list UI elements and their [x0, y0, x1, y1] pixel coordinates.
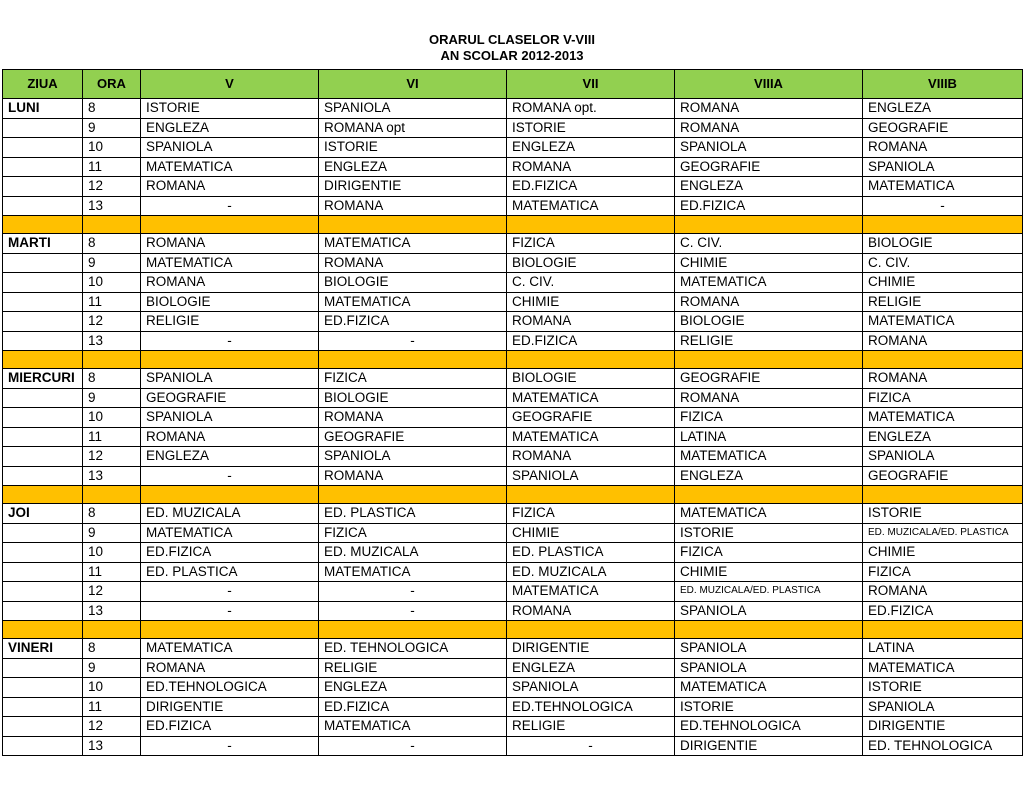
- subject-cell: ISTORIE: [319, 138, 507, 158]
- header-row: [3, 70, 1023, 99]
- subject-cell: ENGLEZA: [319, 678, 507, 698]
- subject-cell: DIRIGENTIE: [507, 639, 675, 659]
- subject-cell: RELIGIE: [507, 717, 675, 737]
- separator-cell: [141, 216, 319, 234]
- hour-cell: 9: [83, 658, 141, 678]
- day-cell: [3, 118, 83, 138]
- separator-cell: [3, 486, 83, 504]
- subject-cell: ED. MUZICALA/ED. PLASTICA: [675, 582, 863, 602]
- subject-cell: ED.FIZICA: [675, 196, 863, 216]
- hour-cell: 13: [83, 601, 141, 621]
- separator-cell: [863, 486, 1023, 504]
- header-viiib: VIIIB: [863, 70, 1023, 99]
- subject-cell: MATEMATICA: [141, 253, 319, 273]
- table-row: [3, 99, 1023, 119]
- table-row: [3, 697, 1023, 717]
- table-row: [3, 234, 1023, 254]
- subject-cell: ED.FIZICA: [319, 312, 507, 332]
- header-ziua: ZIUA: [3, 70, 83, 99]
- subject-cell: MATEMATICA: [141, 523, 319, 543]
- table-row: [3, 253, 1023, 273]
- subject-cell: ROMANA: [863, 369, 1023, 389]
- subject-cell: BIOLOGIE: [675, 312, 863, 332]
- subject-cell: MATEMATICA: [141, 157, 319, 177]
- subject-cell: RELIGIE: [863, 292, 1023, 312]
- subject-cell: ROMANA: [141, 658, 319, 678]
- subject-cell: MATEMATICA: [863, 312, 1023, 332]
- table-row: [3, 447, 1023, 467]
- subject-cell: FIZICA: [863, 388, 1023, 408]
- hour-cell: 13: [83, 196, 141, 216]
- subject-cell: MATEMATICA: [507, 427, 675, 447]
- subject-cell: DIRIGENTIE: [863, 717, 1023, 737]
- table-row: [3, 369, 1023, 389]
- separator-cell: [319, 621, 507, 639]
- separator-cell: [83, 216, 141, 234]
- table-row: [3, 118, 1023, 138]
- separator-cell: [507, 216, 675, 234]
- subject-cell: FIZICA: [319, 523, 507, 543]
- subject-cell: ROMANA: [141, 234, 319, 254]
- subject-cell: SPANIOLA: [863, 157, 1023, 177]
- subject-cell: CHIMIE: [507, 292, 675, 312]
- hour-cell: 13: [83, 466, 141, 486]
- day-separator-row: [3, 486, 1023, 504]
- separator-cell: [83, 621, 141, 639]
- subject-cell: MATEMATICA: [675, 447, 863, 467]
- separator-cell: [675, 351, 863, 369]
- subject-cell: MATEMATICA: [863, 177, 1023, 197]
- subject-cell: MATEMATICA: [319, 234, 507, 254]
- day-cell: MARTI: [3, 234, 83, 254]
- day-cell: [3, 447, 83, 467]
- hour-cell: 8: [83, 369, 141, 389]
- day-separator-row: [3, 216, 1023, 234]
- subject-cell: LATINA: [863, 639, 1023, 659]
- subject-cell: CHIMIE: [863, 273, 1023, 293]
- day-cell: [3, 388, 83, 408]
- separator-cell: [863, 216, 1023, 234]
- subject-cell: BIOLOGIE: [319, 388, 507, 408]
- subject-cell: ENGLEZA: [141, 118, 319, 138]
- subject-cell: BIOLOGIE: [319, 273, 507, 293]
- subject-cell: SPANIOLA: [863, 447, 1023, 467]
- subject-cell: ED.FIZICA: [507, 331, 675, 351]
- day-cell: [3, 601, 83, 621]
- subject-cell: SPANIOLA: [675, 601, 863, 621]
- subject-cell: ED. TEHNOLOGICA: [863, 736, 1023, 756]
- subject-cell: ED.TEHNOLOGICA: [675, 717, 863, 737]
- subject-cell: -: [141, 582, 319, 602]
- subject-cell: ISTORIE: [863, 504, 1023, 524]
- subject-cell: SPANIOLA: [507, 466, 675, 486]
- subject-cell: MATEMATICA: [675, 678, 863, 698]
- day-cell: [3, 562, 83, 582]
- subject-cell: CHIMIE: [675, 562, 863, 582]
- subject-cell: RELIGIE: [141, 312, 319, 332]
- day-cell: [3, 253, 83, 273]
- subject-cell: -: [141, 331, 319, 351]
- schedule-table: [2, 69, 1023, 756]
- hour-cell: 8: [83, 99, 141, 119]
- day-cell: [3, 157, 83, 177]
- hour-cell: 12: [83, 447, 141, 467]
- table-row: [3, 273, 1023, 293]
- subject-cell: CHIMIE: [863, 543, 1023, 563]
- subject-cell: C. CIV.: [863, 253, 1023, 273]
- subject-cell: SPANIOLA: [675, 639, 863, 659]
- subject-cell: ROMANA: [863, 138, 1023, 158]
- subject-cell: SPANIOLA: [141, 369, 319, 389]
- subject-cell: BIOLOGIE: [507, 369, 675, 389]
- subject-cell: ED. PLASTICA: [507, 543, 675, 563]
- table-row: [3, 639, 1023, 659]
- subject-cell: SPANIOLA: [319, 447, 507, 467]
- subject-cell: ED. TEHNOLOGICA: [319, 639, 507, 659]
- subject-cell: MATEMATICA: [863, 658, 1023, 678]
- subject-cell: MATEMATICA: [319, 292, 507, 312]
- subject-cell: ED.FIZICA: [319, 697, 507, 717]
- subject-cell: ED. MUZICALA: [507, 562, 675, 582]
- table-row: [3, 408, 1023, 428]
- header-vii: VII: [507, 70, 675, 99]
- table-row: [3, 717, 1023, 737]
- day-cell: JOI: [3, 504, 83, 524]
- subject-cell: GEOGRAFIE: [675, 369, 863, 389]
- subject-cell: MATEMATICA: [507, 388, 675, 408]
- subject-cell: ROMANA opt.: [507, 99, 675, 119]
- subject-cell: ED.FIZICA: [863, 601, 1023, 621]
- table-row: [3, 388, 1023, 408]
- subject-cell: ROMANA: [319, 466, 507, 486]
- subject-cell: ROMANA: [507, 312, 675, 332]
- subject-cell: ROMANA: [319, 408, 507, 428]
- table-row: [3, 177, 1023, 197]
- hour-cell: 9: [83, 388, 141, 408]
- subject-cell: ED. MUZICALA: [319, 543, 507, 563]
- separator-cell: [507, 351, 675, 369]
- separator-cell: [141, 486, 319, 504]
- hour-cell: 11: [83, 292, 141, 312]
- subject-cell: MATEMATICA: [675, 273, 863, 293]
- day-cell: [3, 582, 83, 602]
- hour-cell: 11: [83, 697, 141, 717]
- subject-cell: MATEMATICA: [319, 717, 507, 737]
- subject-cell: RELIGIE: [675, 331, 863, 351]
- separator-cell: [507, 486, 675, 504]
- table-row: [3, 543, 1023, 563]
- subject-cell: MATEMATICA: [863, 408, 1023, 428]
- hour-cell: 12: [83, 177, 141, 197]
- table-row: [3, 292, 1023, 312]
- hour-cell: 8: [83, 234, 141, 254]
- subject-cell: -: [863, 196, 1023, 216]
- header-v: V: [141, 70, 319, 99]
- subject-cell: ROMANA: [507, 447, 675, 467]
- subject-cell: ROMANA: [675, 118, 863, 138]
- separator-cell: [3, 351, 83, 369]
- subject-cell: SPANIOLA: [141, 138, 319, 158]
- subject-cell: FIZICA: [675, 543, 863, 563]
- subject-cell: ROMANA: [675, 292, 863, 312]
- subject-cell: ROMANA: [319, 253, 507, 273]
- subject-cell: GEOGRAFIE: [507, 408, 675, 428]
- day-cell: [3, 523, 83, 543]
- hour-cell: 11: [83, 427, 141, 447]
- subject-cell: SPANIOLA: [675, 658, 863, 678]
- subject-cell: GEOGRAFIE: [675, 157, 863, 177]
- subject-cell: ED.FIZICA: [141, 543, 319, 563]
- separator-cell: [863, 621, 1023, 639]
- subject-cell: -: [319, 582, 507, 602]
- subject-cell: -: [507, 736, 675, 756]
- subject-cell: ED.FIZICA: [141, 717, 319, 737]
- subject-cell: BIOLOGIE: [141, 292, 319, 312]
- subject-cell: ED. PLASTICA: [141, 562, 319, 582]
- subject-cell: -: [141, 196, 319, 216]
- day-cell: [3, 273, 83, 293]
- hour-cell: 11: [83, 562, 141, 582]
- table-row: [3, 427, 1023, 447]
- subject-cell: GEOGRAFIE: [319, 427, 507, 447]
- hour-cell: 10: [83, 678, 141, 698]
- separator-cell: [3, 621, 83, 639]
- table-row: [3, 331, 1023, 351]
- subject-cell: ENGLEZA: [863, 99, 1023, 119]
- hour-cell: 10: [83, 408, 141, 428]
- table-row: [3, 504, 1023, 524]
- subject-cell: GEOGRAFIE: [863, 466, 1023, 486]
- subject-cell: DIRIGENTIE: [141, 697, 319, 717]
- day-cell: [3, 312, 83, 332]
- table-row: [3, 466, 1023, 486]
- subject-cell: BIOLOGIE: [863, 234, 1023, 254]
- separator-cell: [83, 351, 141, 369]
- day-cell: [3, 138, 83, 158]
- day-cell: [3, 658, 83, 678]
- day-separator-row: [3, 621, 1023, 639]
- subject-cell: ISTORIE: [507, 118, 675, 138]
- day-cell: [3, 678, 83, 698]
- subject-cell: ISTORIE: [141, 99, 319, 119]
- subject-cell: -: [141, 466, 319, 486]
- schedule-body: [3, 99, 1023, 756]
- hour-cell: 12: [83, 582, 141, 602]
- subject-cell: -: [141, 736, 319, 756]
- subject-cell: ROMANA: [507, 157, 675, 177]
- table-row: [3, 658, 1023, 678]
- subject-cell: ROMANA: [319, 196, 507, 216]
- subject-cell: ENGLEZA: [507, 658, 675, 678]
- separator-cell: [863, 351, 1023, 369]
- separator-cell: [675, 216, 863, 234]
- day-cell: [3, 736, 83, 756]
- separator-cell: [141, 351, 319, 369]
- subject-cell: ED. MUZICALA: [141, 504, 319, 524]
- subject-cell: FIZICA: [319, 369, 507, 389]
- subject-cell: GEOGRAFIE: [141, 388, 319, 408]
- separator-cell: [675, 621, 863, 639]
- subject-cell: ED.TEHNOLOGICA: [141, 678, 319, 698]
- table-row: [3, 562, 1023, 582]
- hour-cell: 9: [83, 253, 141, 273]
- subject-cell: ED. PLASTICA: [319, 504, 507, 524]
- subject-cell: ROMANA: [507, 601, 675, 621]
- hour-cell: 13: [83, 331, 141, 351]
- title-line-2: AN SCOLAR 2012-2013: [440, 48, 584, 63]
- subject-cell: ROMANA: [675, 99, 863, 119]
- day-cell: MIERCURI: [3, 369, 83, 389]
- subject-cell: ROMANA: [863, 582, 1023, 602]
- subject-cell: SPANIOLA: [675, 138, 863, 158]
- subject-cell: ISTORIE: [675, 523, 863, 543]
- day-cell: [3, 196, 83, 216]
- subject-cell: ROMANA: [863, 331, 1023, 351]
- day-cell: [3, 717, 83, 737]
- table-row: [3, 678, 1023, 698]
- subject-cell: BIOLOGIE: [507, 253, 675, 273]
- separator-cell: [3, 216, 83, 234]
- subject-cell: CHIMIE: [675, 253, 863, 273]
- subject-cell: C. CIV.: [507, 273, 675, 293]
- subject-cell: DIRIGENTIE: [675, 736, 863, 756]
- subject-cell: ROMANA: [141, 273, 319, 293]
- subject-cell: FIZICA: [507, 234, 675, 254]
- subject-cell: CHIMIE: [507, 523, 675, 543]
- hour-cell: 11: [83, 157, 141, 177]
- table-row: [3, 312, 1023, 332]
- subject-cell: SPANIOLA: [863, 697, 1023, 717]
- hour-cell: 12: [83, 717, 141, 737]
- subject-cell: MATEMATICA: [319, 562, 507, 582]
- day-separator-row: [3, 351, 1023, 369]
- separator-cell: [319, 351, 507, 369]
- hour-cell: 8: [83, 504, 141, 524]
- subject-cell: SPANIOLA: [141, 408, 319, 428]
- subject-cell: ENGLEZA: [141, 447, 319, 467]
- separator-cell: [141, 621, 319, 639]
- subject-cell: RELIGIE: [319, 658, 507, 678]
- subject-cell: ENGLEZA: [675, 177, 863, 197]
- subject-cell: ED.TEHNOLOGICA: [507, 697, 675, 717]
- subject-cell: FIZICA: [675, 408, 863, 428]
- hour-cell: 12: [83, 312, 141, 332]
- subject-cell: ROMANA: [141, 427, 319, 447]
- subject-cell: DIRIGENTIE: [319, 177, 507, 197]
- separator-cell: [319, 486, 507, 504]
- hour-cell: 9: [83, 118, 141, 138]
- separator-cell: [675, 486, 863, 504]
- subject-cell: FIZICA: [863, 562, 1023, 582]
- subject-cell: ISTORIE: [863, 678, 1023, 698]
- table-row: [3, 582, 1023, 602]
- hour-cell: 10: [83, 273, 141, 293]
- subject-cell: MATEMATICA: [507, 582, 675, 602]
- table-row: [3, 601, 1023, 621]
- day-cell: [3, 292, 83, 312]
- subject-cell: -: [319, 601, 507, 621]
- subject-cell: SPANIOLA: [319, 99, 507, 119]
- subject-cell: ROMANA: [675, 388, 863, 408]
- day-cell: [3, 331, 83, 351]
- subject-cell: MATEMATICA: [141, 639, 319, 659]
- table-row: [3, 736, 1023, 756]
- table-row: [3, 157, 1023, 177]
- separator-cell: [319, 216, 507, 234]
- subject-cell: SPANIOLA: [507, 678, 675, 698]
- day-cell: [3, 408, 83, 428]
- day-cell: [3, 466, 83, 486]
- hour-cell: 10: [83, 138, 141, 158]
- subject-cell: ENGLEZA: [675, 466, 863, 486]
- subject-cell: LATINA: [675, 427, 863, 447]
- day-cell: VINERI: [3, 639, 83, 659]
- day-cell: LUNI: [3, 99, 83, 119]
- header-viiia: VIIIA: [675, 70, 863, 99]
- subject-cell: MATEMATICA: [675, 504, 863, 524]
- subject-cell: -: [319, 331, 507, 351]
- separator-cell: [83, 486, 141, 504]
- hour-cell: 13: [83, 736, 141, 756]
- document-title: [0, 32, 1024, 64]
- subject-cell: ROMANA opt: [319, 118, 507, 138]
- day-cell: [3, 177, 83, 197]
- hour-cell: 8: [83, 639, 141, 659]
- subject-cell: ENGLEZA: [507, 138, 675, 158]
- subject-cell: -: [319, 736, 507, 756]
- subject-cell: ROMANA: [141, 177, 319, 197]
- subject-cell: ISTORIE: [675, 697, 863, 717]
- hour-cell: 10: [83, 543, 141, 563]
- table-row: [3, 196, 1023, 216]
- header-vi: VI: [319, 70, 507, 99]
- hour-cell: 9: [83, 523, 141, 543]
- day-cell: [3, 543, 83, 563]
- day-cell: [3, 427, 83, 447]
- table-row: [3, 523, 1023, 543]
- subject-cell: ENGLEZA: [319, 157, 507, 177]
- subject-cell: FIZICA: [507, 504, 675, 524]
- header-ora: ORA: [83, 70, 141, 99]
- title-line-1: ORARUL CLASELOR V-VIII: [429, 32, 595, 47]
- table-row: [3, 138, 1023, 158]
- day-cell: [3, 697, 83, 717]
- subject-cell: GEOGRAFIE: [863, 118, 1023, 138]
- subject-cell: ED. MUZICALA/ED. PLASTICA: [863, 523, 1023, 543]
- subject-cell: C. CIV.: [675, 234, 863, 254]
- subject-cell: ED.FIZICA: [507, 177, 675, 197]
- separator-cell: [507, 621, 675, 639]
- subject-cell: ENGLEZA: [863, 427, 1023, 447]
- subject-cell: -: [141, 601, 319, 621]
- subject-cell: MATEMATICA: [507, 196, 675, 216]
